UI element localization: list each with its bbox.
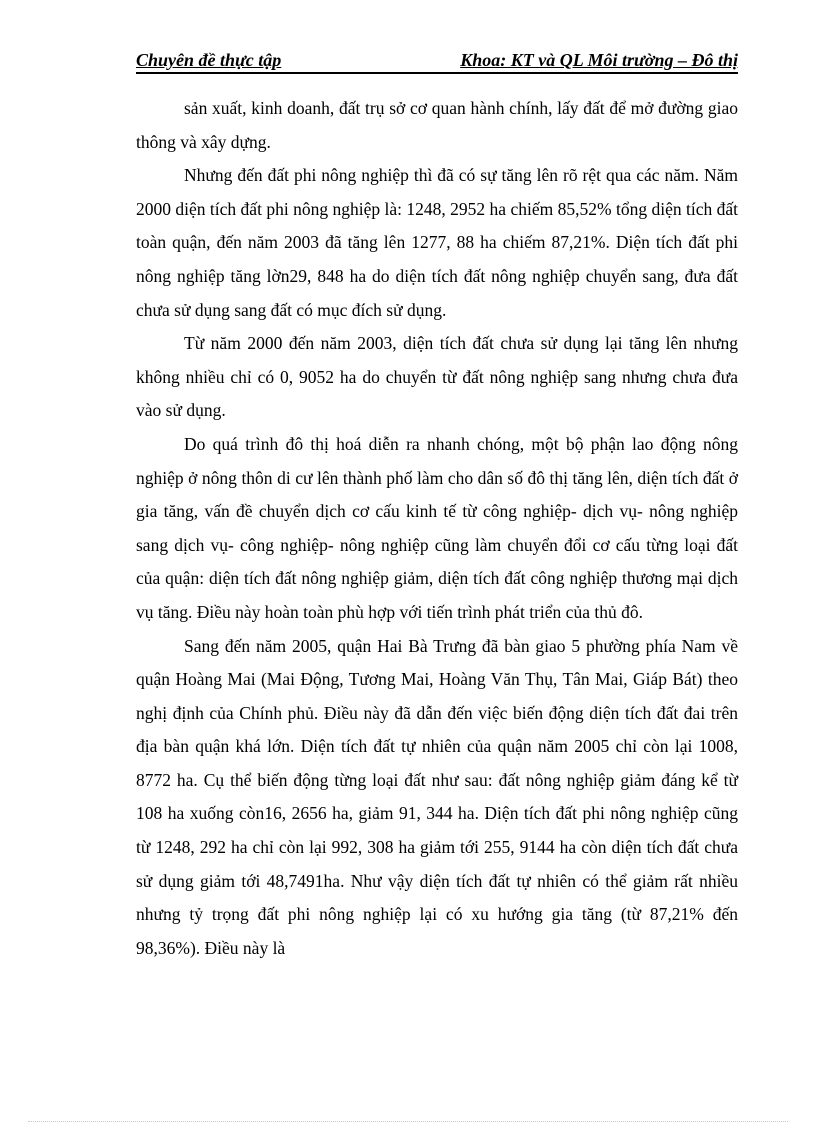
header-course-title: Chuyên đề thực tập: [136, 50, 282, 70]
paragraph-urbanization: Do quá trình đô thị hoá diễn ra nhanh chóng, một bộ phận lao động nông nghiệp ở nông thôn di cư lên thành phố làm cho dân số đô thị tăng lên, diện tích đất ở gia tăng, vấn đề chuyển dịch cơ cấu kinh tế từ công nghiệp- dịch vụ- nông nghiệp sang dịch vụ- công nghiệp- nông nghiệp cũng làm chuyển đổi cơ cấu từng loại đất của quận: diện tích đất nông nghiệp giảm, diện tích đất công nghiệp thương mại dịch vụ tăng. Điều này hoàn toàn phù hợp với tiến trình phát triển của thủ đô.: [136, 433, 738, 622]
document-body: [136, 92, 738, 965]
header-department: Khoa: KT và QL Môi trường – Đô thị: [460, 50, 738, 70]
paragraph-continuation: sản xuất, kinh doanh, đất trụ sở cơ quan hành chính, lấy đất để mở đường giao thông và xây dựng.: [136, 98, 738, 152]
paragraph-unused-land: Từ năm 2000 đến năm 2003, diện tích đất chưa sử dụng lại tăng lên nhưng không nhiều chỉ có 0, 9052 ha do chuyển từ đất nông nghiệp sang nhưng chưa đưa vào sử dụng.: [136, 333, 738, 421]
paragraph-non-agricultural-land: Nhưng đến đất phi nông nghiệp thì đã có sự tăng lên rõ rệt qua các năm. Năm 2000 diện tích đất phi nông nghiệp là: 1248, 2952 ha chiếm 85,52% tổng diện tích đất toàn quận, đến năm 2003 đã tăng lên 1277, 88 ha chiếm 87,21%. Diện tích đất phi nông nghiệp tăng lờn29, 848 ha do diện tích đất nông nghiệp chuyển sang, đưa đất chưa sử dụng sang đất có mục đích sử dụng.: [136, 165, 738, 320]
paragraph-2005-changes: Sang đến năm 2005, quận Hai Bà Trưng đã bàn giao 5 phường phía Nam về quận Hoàng Mai (Mai Động, Tương Mai, Hoàng Văn Thụ, Tân Mai, Giáp Bát) theo nghị định của Chính phủ. Điều này đã dẫn đến việc biến động diện tích đất đai trên địa bàn quận khá lớn. Diện tích đất tự nhiên của quận năm 2005 chỉ còn lại 1008, 8772 ha. Cụ thể biến động từng loại đất như sau: đất nông nghiệp giảm đáng kể từ 108 ha xuống còn16, 2656 ha, giảm 91, 344 ha. Diện tích đất phi nông nghiệp cũng từ 1248, 292 ha chỉ còn lại 992, 308 ha giảm tới 255, 9144 ha còn diện tích đất chưa sử dụng giảm tới 48,7491ha. Như vậy diện tích đất tự nhiên có thể giảm rất nhiều nhưng tỷ trọng đất phi nông nghiệp lại có xu hướng gia tăng (từ 87,21% đến 98,36%). Điều này là: [136, 635, 738, 958]
page-bottom-rule: [28, 1121, 788, 1122]
page-header: [136, 50, 738, 74]
